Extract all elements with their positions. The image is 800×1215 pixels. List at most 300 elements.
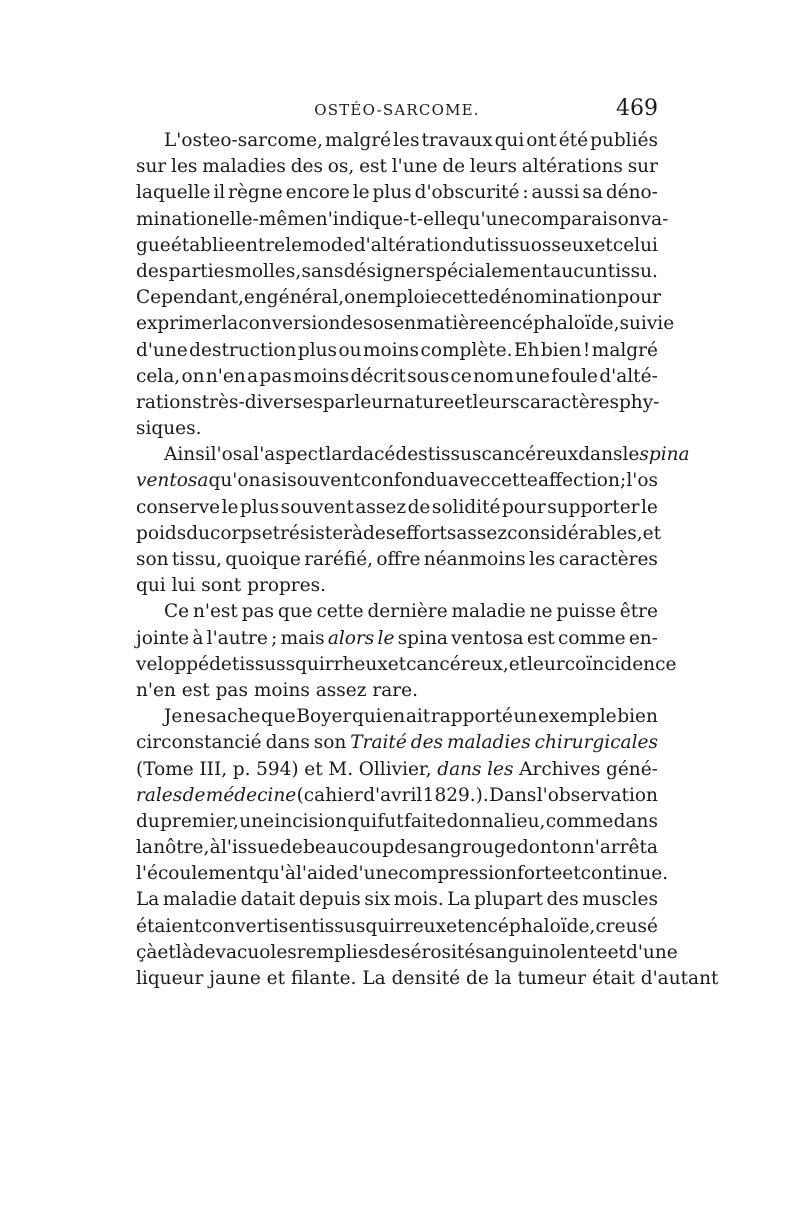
text-line: [136, 887, 658, 913]
word: bien: [540, 339, 582, 361]
word: raréfié,: [304, 549, 374, 570]
word: l'issue: [220, 837, 280, 859]
text-line: [136, 285, 661, 311]
word: sang: [417, 837, 462, 859]
text-line: [136, 180, 658, 206]
word: siques.: [136, 418, 202, 440]
word: le: [641, 496, 658, 518]
word: pour: [617, 287, 661, 309]
word: III,: [199, 758, 228, 780]
word: publiés: [590, 130, 658, 151]
word: rations: [136, 391, 202, 413]
word: dénomination: [488, 287, 618, 309]
word: tissu,: [171, 549, 223, 570]
word: Je: [164, 706, 183, 728]
word: dans: [578, 444, 623, 466]
word: parties: [168, 260, 235, 282]
word: depuis: [298, 889, 361, 911]
word: pas: [241, 601, 275, 623]
word: et: [642, 522, 662, 544]
word: de: [209, 653, 232, 675]
word: on: [344, 287, 368, 309]
word: son: [136, 549, 169, 570]
word: La: [362, 968, 386, 989]
word: qu'à: [256, 863, 296, 885]
word: sa: [582, 182, 603, 204]
word: lardacé: [325, 444, 396, 466]
text-line: [136, 338, 658, 364]
word: d'obscurité: [414, 182, 520, 204]
word: molles,: [234, 260, 302, 282]
word: spina: [397, 627, 448, 649]
word: cancéreux,: [406, 653, 509, 675]
word: caractères: [558, 549, 658, 570]
word: corps: [210, 522, 262, 544]
word: assez: [355, 496, 407, 518]
text-line: [136, 495, 658, 521]
word: exprimer: [136, 313, 222, 335]
word: ne: [529, 601, 553, 623]
word: liqueur: [136, 968, 204, 989]
word: n'en: [136, 679, 176, 701]
word: médecine: [205, 784, 297, 806]
word: malgré: [591, 339, 658, 361]
word: de: [182, 784, 206, 806]
word: on: [181, 365, 205, 387]
word: néanmoins: [423, 549, 526, 570]
word: plus: [297, 339, 338, 361]
word: que: [277, 601, 313, 623]
word: Traité: [350, 732, 407, 754]
word: suivie: [619, 313, 675, 335]
word: Ainsi: [164, 444, 211, 466]
word: conserve: [136, 496, 221, 518]
word: lui: [171, 575, 196, 597]
word: est: [181, 679, 210, 701]
word: d'une: [136, 339, 188, 361]
word: sanguinolente: [475, 941, 608, 963]
word: des: [136, 260, 169, 282]
word: n'est: [192, 601, 238, 623]
word: celui: [612, 234, 658, 256]
word: tissus: [427, 444, 482, 466]
word: lieu,: [504, 810, 546, 832]
word: et: [607, 941, 626, 963]
word: qu'une: [456, 208, 521, 230]
word: forte: [517, 863, 563, 885]
word: aucun: [550, 260, 608, 282]
word: et: [261, 522, 281, 544]
word: maladie: [451, 601, 526, 623]
word: rapporté: [430, 706, 513, 728]
word: et: [304, 758, 323, 780]
word: spécialement: [425, 260, 551, 282]
word: avec: [447, 470, 491, 492]
word: les: [171, 156, 198, 178]
word: fut: [377, 810, 404, 832]
word: assez: [315, 679, 367, 701]
word: destruction: [189, 339, 297, 361]
word: sur: [136, 156, 167, 178]
word: nature: [392, 391, 455, 413]
word: gue: [136, 234, 171, 256]
word: qui: [347, 810, 378, 832]
word: Ollivier,: [358, 758, 432, 780]
text-line: [136, 966, 719, 992]
word: alors: [327, 627, 375, 649]
word: n'arrêta: [582, 837, 658, 859]
word: vacuoles: [215, 941, 297, 963]
word: os,: [327, 156, 355, 178]
word: assez: [456, 522, 508, 544]
word: M.: [328, 758, 354, 780]
word: plus: [239, 496, 280, 518]
word: Eh: [513, 339, 540, 361]
text-line: [136, 861, 669, 887]
word: jointe: [136, 627, 190, 649]
word: plupart: [474, 889, 543, 911]
word: (cahier: [296, 784, 363, 806]
paragraph: [136, 704, 719, 992]
word: décrit: [350, 365, 406, 387]
word: d'altération: [353, 234, 463, 256]
word: son: [313, 732, 347, 754]
word: leur: [527, 653, 565, 675]
word: 594): [256, 758, 299, 780]
word: étaient: [136, 915, 202, 937]
word: tissu.: [607, 260, 658, 282]
word: cette: [490, 470, 538, 492]
word: tissu: [311, 915, 356, 937]
text-line: [136, 730, 658, 756]
word: emploie: [367, 287, 442, 309]
word: qui: [136, 575, 166, 597]
word: maladie: [162, 889, 238, 911]
word: comme: [545, 810, 614, 832]
word: l'une: [391, 156, 438, 178]
word: cancéreux: [481, 444, 579, 466]
word: cette: [316, 601, 364, 623]
text-line: [136, 940, 678, 966]
word: offre: [376, 549, 421, 570]
word: comparaison: [520, 208, 641, 230]
word: qui: [494, 130, 525, 151]
text-line: [136, 626, 658, 652]
word: spina: [639, 444, 690, 466]
word: en: [243, 287, 267, 309]
word: muscles: [582, 889, 658, 911]
word: ventosa: [451, 627, 524, 649]
word: général,: [266, 287, 345, 309]
word: ;: [619, 470, 627, 492]
word: plus: [372, 182, 412, 204]
word: l'autre: [206, 627, 268, 649]
word: les: [393, 130, 420, 151]
word: est: [526, 627, 555, 649]
word: de: [378, 941, 402, 963]
word: qui: [351, 706, 382, 728]
word: mois.: [393, 889, 444, 911]
text-line: [136, 573, 658, 599]
word: l'aspect: [253, 444, 326, 466]
running-title: OSTÉO-SARCOME.: [314, 101, 480, 119]
word: des: [395, 444, 428, 466]
word: donna: [446, 810, 505, 832]
word: sans: [301, 260, 344, 282]
word: nom: [473, 365, 514, 387]
body-text: [136, 128, 719, 992]
text-line: [136, 154, 658, 180]
word: l'observation: [536, 784, 658, 806]
word: tissu: [486, 234, 531, 256]
word: mais: [280, 627, 325, 649]
paragraph: [136, 442, 690, 599]
word: déno-: [605, 182, 658, 204]
word: comme: [558, 627, 626, 649]
word: sont: [201, 575, 242, 597]
word: l'os: [210, 444, 243, 466]
word: a: [247, 365, 259, 387]
word: n'indique-t-elle: [315, 208, 457, 230]
word: moins: [363, 339, 420, 361]
word: ont: [526, 130, 557, 151]
word: et: [446, 915, 465, 937]
word: de: [407, 496, 431, 518]
text-line: [136, 652, 677, 678]
word: six: [364, 889, 391, 911]
word: rare.: [372, 679, 418, 701]
word: et: [454, 391, 473, 413]
word: elle-même: [218, 208, 316, 230]
word: conversion: [238, 313, 341, 335]
word: des: [546, 889, 579, 911]
word: là: [175, 941, 193, 963]
word: établie: [170, 234, 235, 256]
word: en: [288, 915, 312, 937]
word: Cependant,: [136, 287, 244, 309]
word: ait: [405, 706, 431, 728]
word: continue.: [580, 863, 669, 885]
word: du: [186, 522, 210, 544]
word: dans: [437, 758, 482, 780]
word: entre: [235, 234, 286, 256]
text-line: [136, 914, 658, 940]
word: une: [239, 810, 275, 832]
word: tissus: [231, 653, 286, 675]
word: leurs: [472, 391, 520, 413]
word: les: [487, 758, 514, 780]
word: la: [221, 313, 239, 335]
word: désigner: [343, 260, 426, 282]
word: de: [394, 837, 418, 859]
word: était: [592, 968, 635, 989]
word: squirrheux: [285, 653, 388, 675]
word: pas: [215, 679, 248, 701]
word: confondu: [360, 470, 448, 492]
word: l'os: [626, 470, 658, 492]
word: été: [558, 130, 589, 151]
word: qu'on: [208, 470, 261, 492]
word: un: [513, 706, 538, 728]
page-header: [136, 96, 658, 124]
text-line: [136, 678, 658, 704]
text-line: [136, 809, 658, 835]
word: d'alté-: [599, 365, 658, 387]
word: mination: [136, 208, 219, 230]
word: Dans: [489, 784, 537, 806]
word: circonstancié: [136, 732, 262, 754]
word: et: [562, 863, 581, 885]
word: d'avril: [363, 784, 423, 806]
word: et: [594, 234, 613, 256]
word: affection: [537, 470, 620, 492]
word: des: [290, 156, 323, 178]
word: l'écoulement: [136, 863, 257, 885]
page-number: 469: [616, 96, 658, 121]
text-line: [136, 442, 690, 468]
word: filante.: [290, 968, 357, 989]
word: maladies: [446, 732, 531, 754]
word: dans: [613, 810, 658, 832]
word: pour: [501, 496, 546, 518]
word: datait: [240, 889, 296, 911]
word: Archives: [519, 758, 601, 780]
word: phy-: [618, 391, 660, 413]
word: beaucoup: [303, 837, 395, 859]
word: d'une: [625, 941, 678, 963]
word: mode: [302, 234, 354, 256]
word: considérables,: [507, 522, 643, 544]
word: de: [280, 837, 303, 859]
word: on: [559, 837, 583, 859]
word: incision: [274, 810, 347, 832]
paragraph: [136, 128, 675, 442]
text-line: [136, 128, 658, 154]
word: pas: [259, 365, 292, 387]
word: caractères: [519, 391, 619, 413]
text-line: [136, 311, 675, 337]
word: densité: [391, 968, 461, 989]
word: supporter: [547, 496, 640, 518]
word: en: [382, 706, 406, 728]
word: et: [387, 653, 407, 675]
word: l'aide: [295, 863, 347, 885]
word: veloppé: [136, 653, 210, 675]
word: matière: [416, 313, 489, 335]
word: moins: [253, 679, 310, 701]
word: poids: [136, 522, 187, 544]
word: squirreux: [355, 915, 447, 937]
word: propres.: [247, 575, 326, 597]
word: d'autant: [640, 968, 719, 989]
word: il: [213, 182, 226, 204]
word: sache: [206, 706, 261, 728]
word: encore: [285, 182, 350, 204]
word: cette: [441, 287, 489, 309]
word: remplies: [296, 941, 379, 963]
word: p.: [232, 758, 251, 780]
word: Boyer: [296, 706, 352, 728]
word: foule: [551, 365, 598, 387]
word: dont: [516, 837, 560, 859]
text-line: [136, 835, 658, 861]
word: est: [359, 156, 387, 178]
word: et: [508, 653, 528, 675]
word: le: [285, 234, 303, 256]
word: altérations: [521, 156, 623, 178]
word: d'une: [346, 863, 399, 885]
word: (Tome: [136, 758, 194, 780]
word: à: [192, 627, 204, 649]
text-line: [136, 416, 658, 442]
word: nôtre,: [153, 837, 210, 859]
word: résister: [280, 522, 353, 544]
word: osseux: [530, 234, 595, 256]
word: par: [322, 391, 355, 413]
word: va-: [640, 208, 669, 230]
word: géné-: [606, 758, 658, 780]
word: du: [136, 810, 160, 832]
word: et: [157, 941, 176, 963]
word: encéphaloïde,: [464, 915, 596, 937]
word: laquelle: [136, 182, 211, 204]
word: ;: [271, 627, 278, 649]
word: efforts: [395, 522, 457, 544]
word: complète.: [420, 339, 513, 361]
word: souvent: [287, 470, 361, 492]
word: n'en: [205, 365, 246, 387]
word: que: [260, 706, 296, 728]
word: tumeur: [517, 968, 587, 989]
word: coïncidence: [564, 653, 677, 675]
word: leur: [354, 391, 393, 413]
word: ventosa: [136, 470, 209, 492]
word: La: [136, 889, 160, 911]
word: bien: [617, 706, 658, 728]
text-line: [136, 207, 669, 233]
word: le: [622, 444, 640, 466]
word: des: [363, 522, 396, 544]
word: puisse: [556, 601, 616, 623]
word: très-diverses: [201, 391, 323, 413]
text-line: [136, 521, 662, 547]
word: chirurgicales: [534, 732, 658, 754]
word: !: [582, 339, 591, 361]
word: 1829.).: [422, 784, 489, 806]
word: sérosité: [401, 941, 476, 963]
word: a: [260, 470, 272, 492]
word: moins: [293, 365, 350, 387]
word: dans: [265, 732, 310, 754]
word: convertis: [201, 915, 289, 937]
word: des: [340, 313, 373, 335]
word: ce: [450, 365, 472, 387]
word: le: [352, 182, 370, 204]
word: être: [619, 601, 658, 623]
word: la: [494, 968, 512, 989]
word: sur: [627, 156, 658, 178]
word: premier,: [160, 810, 239, 832]
word: le: [221, 496, 239, 518]
paragraph: [136, 599, 677, 704]
word: travaux: [421, 130, 493, 151]
word: os: [372, 313, 394, 335]
word: exemple: [538, 706, 617, 728]
word: en: [393, 313, 417, 335]
word: creusé: [595, 915, 658, 937]
word: de: [442, 156, 466, 178]
word: a: [242, 444, 254, 466]
